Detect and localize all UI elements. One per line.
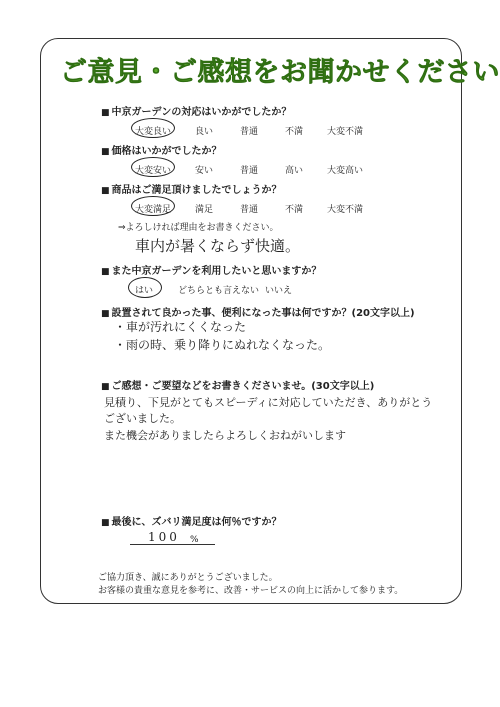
- option-reuse-no[interactable]: いいえ: [265, 286, 293, 296]
- footer-thanks: ご協力頂き、誠にありがとうございました。: [98, 573, 278, 583]
- question-service: ■ 中京ガーデンの対応はいかがでしたか？: [101, 103, 291, 118]
- reason-prompt: ⇒よろしければ理由をお書きください。: [118, 223, 279, 233]
- option-reuse-yes[interactable]: はい: [135, 286, 154, 296]
- comments-line-2: ございました。: [104, 412, 181, 425]
- question-benefits: ■ 設置されて良かった事、便利になった事は何ですか？(20文字以上): [101, 304, 415, 319]
- option-product-dissatisfied[interactable]: 不満: [285, 205, 304, 215]
- selected-circle-service: [131, 118, 175, 138]
- comments-line-1: 見積り、下見がとてもスピーディに対応していただき、ありがとう: [104, 396, 433, 409]
- form-title: ご意見・ご感想をお聞かせください: [60, 57, 500, 88]
- question-price: ■ 価格はいかがでしたか？: [101, 142, 222, 157]
- footer-message: お客様の貴重な意見を参考に、改善・サービスの向上に活かして参ります。: [98, 586, 404, 596]
- question-satisfaction-rate: ■ 最後に、ズバリ満足度は何％ですか？: [101, 513, 282, 528]
- option-service-very-dissatisfied[interactable]: 大変不満: [327, 127, 364, 137]
- benefits-answer-line-2: ・雨の時、乗り降りにぬれなくなった。: [114, 338, 331, 352]
- option-service-dissatisfied[interactable]: 不満: [285, 127, 304, 137]
- question-reuse: ■ また中京ガーデンを利用したいと思いますか？: [101, 262, 321, 277]
- option-product-very-dissatisfied[interactable]: 大変不満: [327, 205, 364, 215]
- benefits-answer-line-1: ・車が汚れにくくなった: [114, 320, 247, 334]
- satisfaction-unit: %: [190, 535, 199, 545]
- option-product-satisfied[interactable]: 満足: [195, 205, 214, 215]
- option-service-normal[interactable]: 普通: [240, 127, 259, 137]
- option-price-very-cheap[interactable]: 大変安い: [135, 166, 172, 176]
- satisfaction-value: 100: [148, 530, 180, 544]
- reason-handwritten-answer: 車内が暑くならず快適。: [135, 237, 301, 255]
- option-service-very-good[interactable]: 大変良い: [135, 127, 172, 137]
- comments-line-3: また機会がありましたらよろしくおねがいします: [104, 429, 346, 442]
- option-reuse-neutral[interactable]: どちらとも言えない: [178, 286, 260, 296]
- option-service-good[interactable]: 良い: [195, 127, 214, 137]
- satisfaction-underline: [130, 544, 215, 545]
- question-product: ■ 商品はご満足頂けましたでしょうか？: [101, 181, 282, 196]
- option-product-normal[interactable]: 普通: [240, 205, 259, 215]
- option-price-cheap[interactable]: 安い: [195, 166, 214, 176]
- option-price-very-expensive[interactable]: 大変高い: [327, 166, 364, 176]
- selected-circle-price: [131, 157, 175, 177]
- question-comments: ■ ご感想・ご要望などをお書きくださいませ。(30文字以上): [101, 377, 374, 392]
- selected-circle-product: [131, 196, 175, 216]
- option-price-expensive[interactable]: 高い: [285, 166, 304, 176]
- option-price-normal[interactable]: 普通: [240, 166, 259, 176]
- option-product-very-satisfied[interactable]: 大変満足: [135, 205, 172, 215]
- selected-circle-reuse: [128, 277, 162, 298]
